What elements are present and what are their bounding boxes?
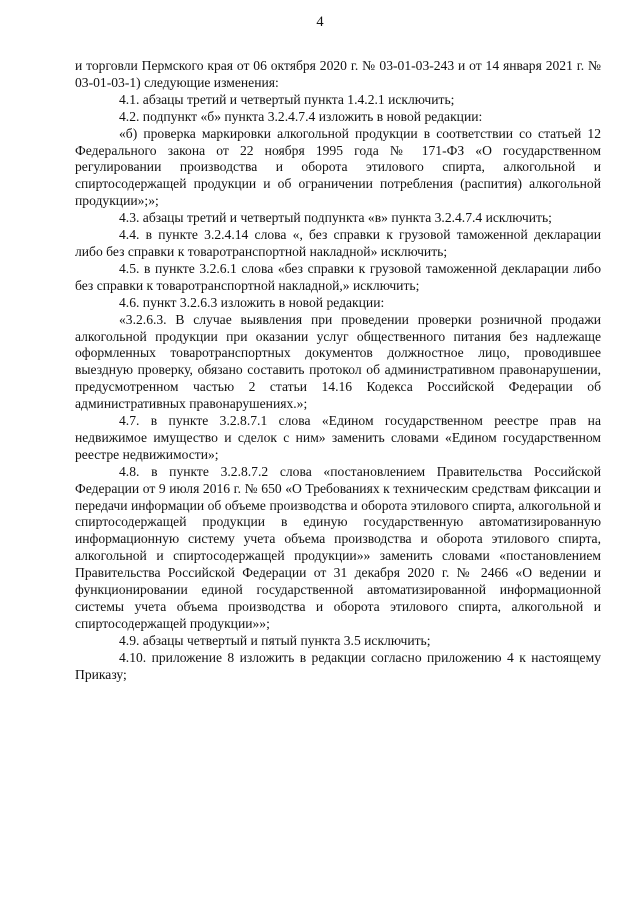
paragraph-item-4-8: 4.8. в пункте 3.2.8.7.2 слова «постановлением Правительства Российской Федерации от 9 июля 2016 г. № 650 «О Требованиях к техническим средствам фиксации и передачи информации об объеме производства и оборота этилового спирта, алкогольной и спиртосодержащей продукции в единую государственную автоматизированную информационную систему учета объема производства и оборота этилового спирта, алкогольной и спиртосодержащей продукции»» заменить словами «постановлением Правительства Российской Федерации от 31 декабря 2020 г. № 2466 «О ведении и функционировании единой государственной автоматизированной информационной системы учета объема производства и оборота этилового спирта, алкогольной и спиртосодержащей продукции»»;: [75, 463, 601, 631]
paragraph-item-4-10: 4.10. приложение 8 изложить в редакции согласно приложению 4 к настоящему Приказу;: [75, 649, 601, 682]
document-body: [75, 58, 601, 684]
paragraph-item-4-7: 4.7. в пункте 3.2.8.7.1 слова «Едином государственном реестре прав на недвижимое имущество и сделок с ним» заменить словами «Едином государственном реестре недвижимости»;: [75, 413, 601, 462]
paragraph-item-4-2: 4.2. подпункт «б» пункта 3.2.4.7.4 изложить в новой редакции:: [119, 108, 483, 124]
paragraph-item-4-6: 4.6. пункт 3.2.6.3 изложить в новой редакции:: [119, 294, 385, 310]
paragraph-item-4-9: 4.9. абзацы четвертый и пятый пункта 3.5 исключить;: [119, 632, 431, 648]
paragraph-quote-b: «б) проверка маркировки алкогольной продукции в соответствии со статьей 12 Федерального закона от 22 ноября 1995 года № 171-ФЗ «О государственном регулировании производства и оборота этилового спирта, алкогольной и спиртосодержащей продукции и об ограничении потребления (распития) алкогольной продукции»;»;: [75, 125, 601, 209]
paragraph-item-4-1: 4.1. абзацы третий и четвертый пункта 1.4.2.1 исключить;: [119, 91, 455, 107]
paragraph-item-4-3: 4.3. абзацы третий и четвертый подпункта «в» пункта 3.2.4.7.4 исключить;: [119, 210, 552, 226]
paragraph-quote-3-2-6-3: «3.2.6.3. В случае выявления при проведении проверки розничной продажи алкогольной продукции при оказании услуг общественного питания без надлежаще оформленных товаротранспортных документов должностное лицо, проводившее выездную проверку, обязано составить протокол об административном правонарушении, предусмотренном частью 2 статьи 14.16 Кодекса Российской Федерации об административных правонарушениях.»;: [75, 311, 601, 412]
page-number: 4: [316, 14, 324, 30]
paragraph-continuation: и торговли Пермского края от 06 октября 2020 г. № 03-01-03-243 и от 14 января 2021 г. № 03-01-03-1) следующие изменения:: [75, 58, 601, 90]
paragraph-item-4-4: 4.4. в пункте 3.2.4.14 слова «, без справки к грузовой таможенной декларации либо без справки к товаротранспортной накладной» исключить;: [75, 227, 601, 259]
paragraph-item-4-5: 4.5. в пункте 3.2.6.1 слова «без справки к грузовой таможенной декларации либо без справки к товаротранспортной накладной,» исключить;: [75, 260, 601, 293]
